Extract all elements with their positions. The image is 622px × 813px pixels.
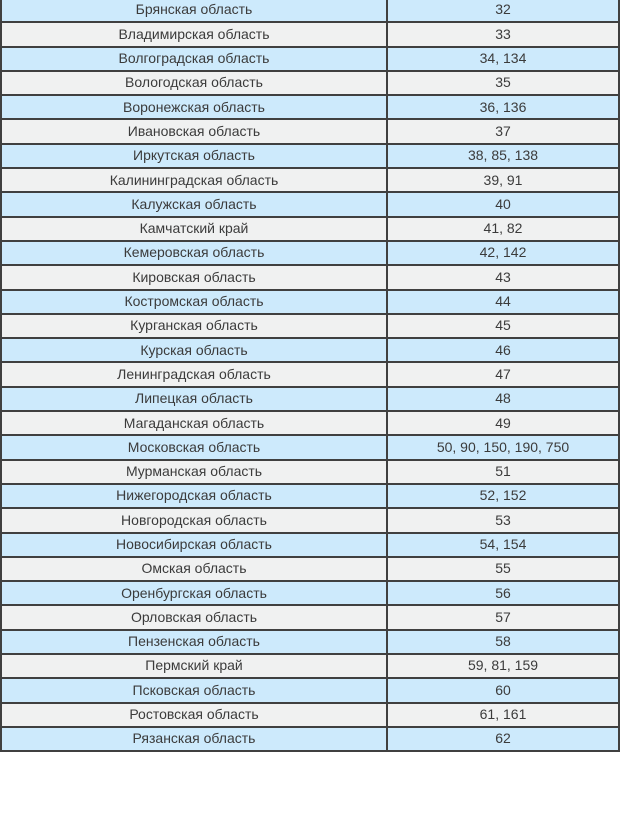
region-codes-cell: 52, 152	[387, 484, 619, 508]
region-name-cell: Новгородская область	[1, 508, 387, 532]
region-name-cell: Псковская область	[1, 678, 387, 702]
table-row	[1, 484, 619, 508]
region-name-cell: Иркутская область	[1, 144, 387, 168]
region-codes-cell: 60	[387, 678, 619, 702]
region-codes-cell: 61, 161	[387, 703, 619, 727]
region-name-cell: Нижегородская область	[1, 484, 387, 508]
region-name-cell: Камчатский край	[1, 217, 387, 241]
region-name-cell: Омская область	[1, 557, 387, 581]
table-row	[1, 265, 619, 289]
table-row	[1, 290, 619, 314]
table-row	[1, 314, 619, 338]
region-name-cell: Пермский край	[1, 654, 387, 678]
region-name-cell: Вологодская область	[1, 71, 387, 95]
table-row	[1, 703, 619, 727]
region-codes-cell: 62	[387, 727, 619, 751]
region-codes-cell: 36, 136	[387, 95, 619, 119]
region-name-cell: Пензенская область	[1, 630, 387, 654]
region-name-cell: Новосибирская область	[1, 533, 387, 557]
table-row	[1, 192, 619, 216]
region-name-cell: Калининградская область	[1, 168, 387, 192]
region-name-cell: Кемеровская область	[1, 241, 387, 265]
table-row	[1, 557, 619, 581]
region-codes-cell: 51	[387, 460, 619, 484]
region-codes-cell: 58	[387, 630, 619, 654]
region-codes-cell: 53	[387, 508, 619, 532]
region-codes-cell: 44	[387, 290, 619, 314]
table-row	[1, 654, 619, 678]
region-name-cell: Костромская область	[1, 290, 387, 314]
table-row	[1, 387, 619, 411]
table-row	[1, 0, 619, 22]
region-codes-cell: 57	[387, 605, 619, 629]
region-name-cell: Курская область	[1, 338, 387, 362]
table-row	[1, 435, 619, 459]
region-codes-cell: 55	[387, 557, 619, 581]
table-row	[1, 630, 619, 654]
region-name-cell: Рязанская область	[1, 727, 387, 751]
region-name-cell: Курганская область	[1, 314, 387, 338]
table-row	[1, 22, 619, 46]
region-name-cell: Мурманская область	[1, 460, 387, 484]
region-name-cell: Ивановская область	[1, 119, 387, 143]
table-row	[1, 508, 619, 532]
region-codes-cell: 54, 154	[387, 533, 619, 557]
region-codes-cell: 40	[387, 192, 619, 216]
table-row	[1, 362, 619, 386]
region-codes-cell: 59, 81, 159	[387, 654, 619, 678]
region-codes-cell: 41, 82	[387, 217, 619, 241]
table-row	[1, 338, 619, 362]
table-row	[1, 95, 619, 119]
region-codes-cell: 50, 90, 150, 190, 750	[387, 435, 619, 459]
table-row	[1, 411, 619, 435]
region-codes-cell: 45	[387, 314, 619, 338]
region-codes-cell: 42, 142	[387, 241, 619, 265]
region-codes-cell: 49	[387, 411, 619, 435]
region-codes-cell: 56	[387, 581, 619, 605]
region-codes-cell: 43	[387, 265, 619, 289]
region-name-cell: Оренбургская область	[1, 581, 387, 605]
region-codes-cell: 46	[387, 338, 619, 362]
table-row	[1, 241, 619, 265]
table-row	[1, 71, 619, 95]
region-table-body	[1, 0, 619, 751]
region-name-cell: Ленинградская область	[1, 362, 387, 386]
region-codes-cell: 47	[387, 362, 619, 386]
region-name-cell: Московская область	[1, 435, 387, 459]
region-name-cell: Калужская область	[1, 192, 387, 216]
table-row	[1, 581, 619, 605]
region-name-cell: Владимирская область	[1, 22, 387, 46]
region-name-cell: Кировская область	[1, 265, 387, 289]
table-row	[1, 533, 619, 557]
region-codes-cell: 48	[387, 387, 619, 411]
region-codes-cell: 34, 134	[387, 47, 619, 71]
table-row	[1, 168, 619, 192]
table-row	[1, 727, 619, 751]
region-codes-cell: 33	[387, 22, 619, 46]
region-name-cell: Магаданская область	[1, 411, 387, 435]
region-codes-cell: 38, 85, 138	[387, 144, 619, 168]
region-codes-cell: 32	[387, 0, 619, 22]
region-codes-cell: 35	[387, 71, 619, 95]
table-row	[1, 144, 619, 168]
table-row	[1, 678, 619, 702]
table-row	[1, 119, 619, 143]
region-codes-cell: 37	[387, 119, 619, 143]
table-row	[1, 217, 619, 241]
region-name-cell: Брянская область	[1, 0, 387, 22]
table-row	[1, 47, 619, 71]
region-name-cell: Воронежская область	[1, 95, 387, 119]
region-name-cell: Волгоградская область	[1, 47, 387, 71]
region-name-cell: Ростовская область	[1, 703, 387, 727]
region-name-cell: Липецкая область	[1, 387, 387, 411]
table-row	[1, 605, 619, 629]
region-name-cell: Орловская область	[1, 605, 387, 629]
table-row	[1, 460, 619, 484]
region-codes-cell: 39, 91	[387, 168, 619, 192]
